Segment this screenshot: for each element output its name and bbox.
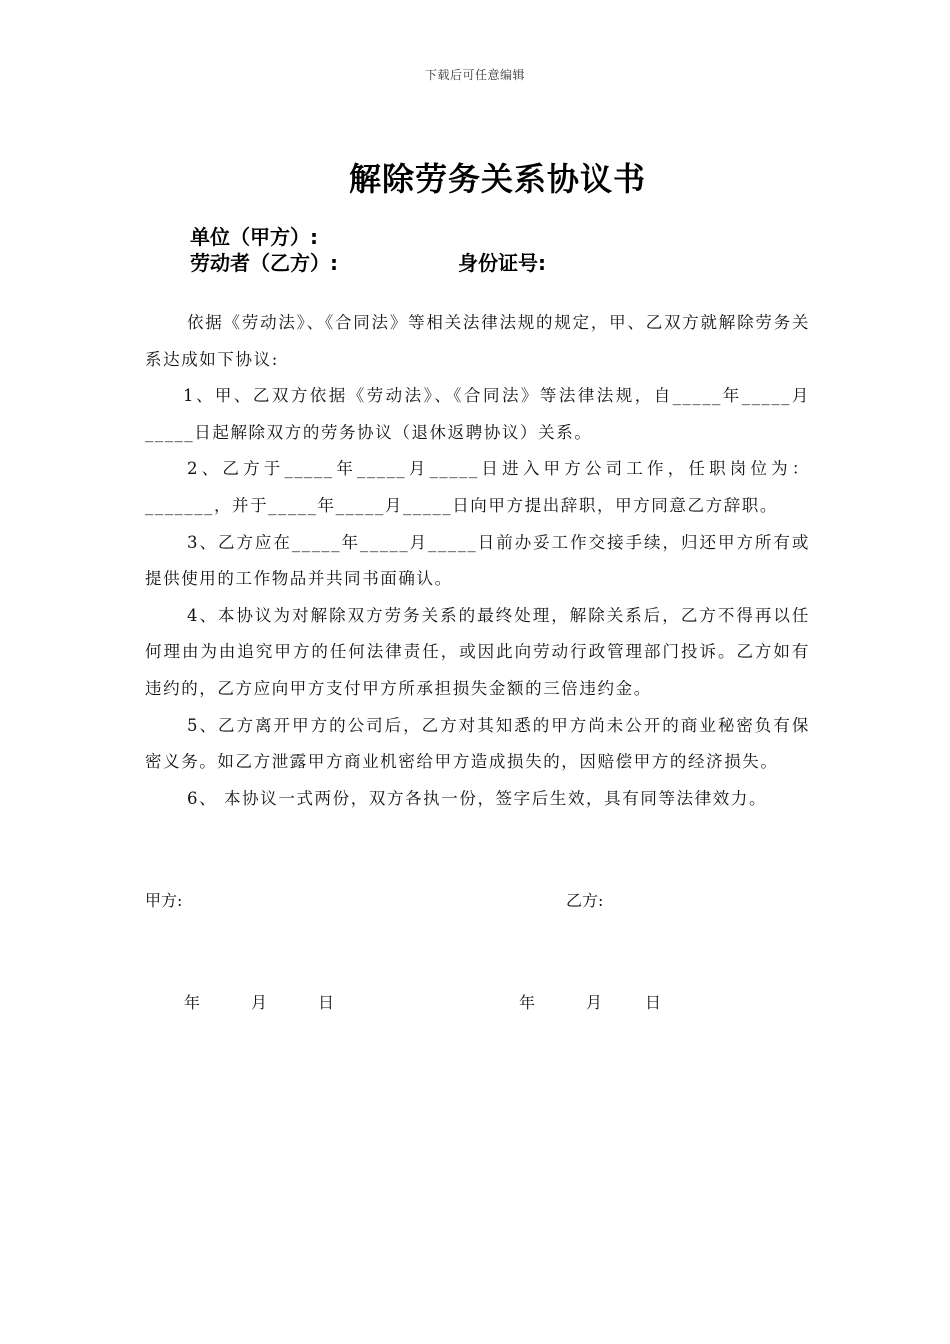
party-b-label: 劳动者（乙方）:: [190, 251, 338, 275]
clause-2: 2、乙方于_____年_____月_____日进入甲方公司工作，任职岗位为：_______，并于_____年_____月_____日向甲方提出辞职，甲方同意乙方辞职。: [145, 459, 810, 515]
document-title: 解除劳务关系协议书: [348, 160, 646, 198]
party-b-signature-label: 乙方:: [566, 891, 604, 910]
party-a-date: [184, 990, 334, 1013]
clause-6: 6、 本协议一式两份，双方各执一份，签字后生效，具有同等法律效力。: [187, 788, 768, 808]
intro-paragraph: 依据《劳动法》、《合同法》等相关法律法规的规定，甲、乙双方就解除劳务关系达成如下协议:: [145, 313, 810, 369]
clause-4: 4、本协议为对解除双方劳务关系的最终处理，解除关系后，乙方不得再以任何理由为由追究甲方的任何法律责任，或因此向劳动行政管理部门投诉。乙方如有违约的，乙方应向甲方支付甲方所承担损失金额的三倍违约金。: [145, 605, 810, 698]
header-note: 下载后可任意编辑: [424, 68, 525, 82]
clause-3: 3、乙方应在_____年_____月_____日前办妥工作交接手续，归还甲方所有或提供使用的工作物品并共同书面确认。: [145, 532, 810, 589]
clause-1: 1、甲、乙双方依据《劳动法》、《合同法》等法律法规，自_____年_____月_____日起解除双方的劳务协议（退休返聘协议）关系。: [145, 386, 810, 442]
id-number-label: 身份证号:: [458, 251, 546, 275]
party-a-row: [190, 224, 338, 250]
parties-block: [190, 224, 546, 276]
party-b-row: [190, 250, 546, 276]
party-a-date-day: 日: [318, 993, 335, 1012]
clause-5: 5、乙方离开甲方的公司后，乙方对其知悉的甲方尚未公开的商业秘密负有保密义务。如乙方泄露甲方商业机密给甲方造成损失的，因赔偿甲方的经济损失。: [145, 715, 810, 772]
party-b-date-year: 年: [519, 993, 536, 1012]
party-b-date: [519, 990, 661, 1013]
party-b-date-day: 日: [645, 993, 662, 1012]
party-b-date-month: 月: [586, 993, 603, 1012]
party-a-label: 单位（甲方）:: [190, 225, 318, 249]
party-a-signature-label: 甲方:: [145, 891, 183, 910]
agreement-body: [145, 305, 810, 817]
party-a-date-month: 月: [251, 993, 268, 1012]
party-a-date-year: 年: [184, 993, 201, 1012]
